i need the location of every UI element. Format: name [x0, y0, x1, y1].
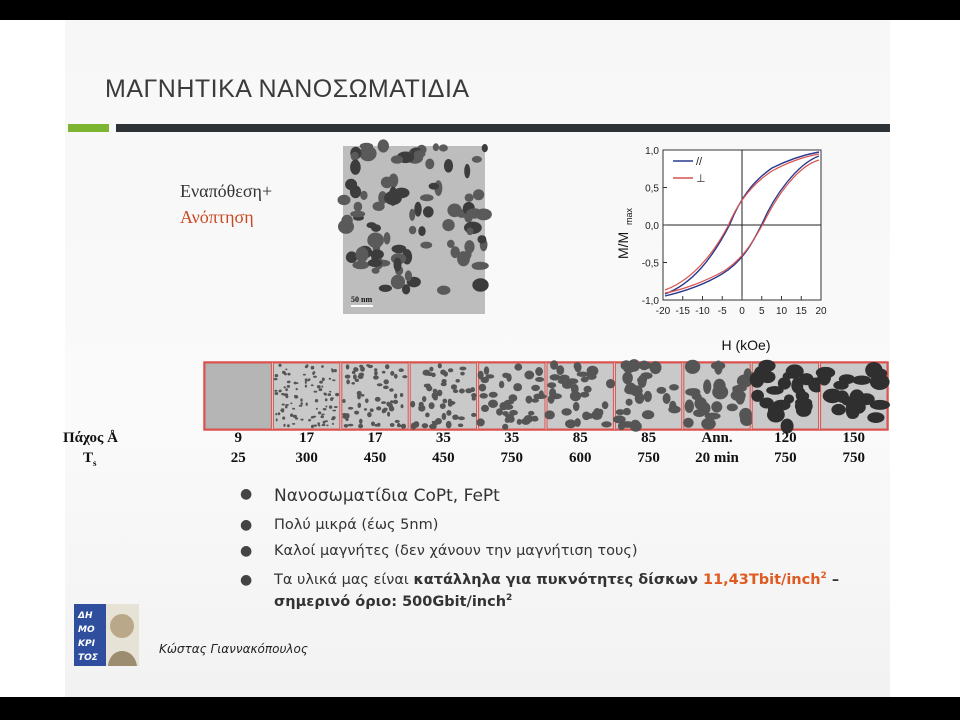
- temperature-value: 750: [842, 450, 866, 466]
- temperature-value: 20 min: [695, 450, 739, 466]
- svg-text:max: max: [624, 207, 634, 225]
- micrograph-cell: [410, 363, 477, 430]
- accent-bar: [68, 124, 109, 132]
- temperature-row-label: $T_s$: [83, 450, 97, 468]
- bullet-item: ● Τα υλικά μας είναι κατάλληλα για πυκνότητες δίσκων 11,43Tbit/inch$^2$ – σημερινό όριο: 500Gbit/inch$^2$: [240, 571, 840, 610]
- x-tick-label: -15: [675, 306, 690, 317]
- y-tick-label: 0,0: [645, 221, 659, 232]
- x-tick-label: 0: [739, 306, 745, 317]
- y-tick-label: -1,0: [641, 296, 659, 307]
- x-tick-label: 5: [758, 306, 765, 317]
- thickness-row-label: Πάχος Å: [63, 430, 118, 446]
- bullet-list: [240, 486, 890, 613]
- deposition-label: [180, 178, 272, 230]
- micrograph-cell: [273, 363, 339, 429]
- y-tick-label: 1,0: [645, 146, 659, 157]
- thickness-value: 85: [572, 430, 588, 446]
- hysteresis-graph: [612, 144, 842, 353]
- svg-text:M/M: M/M: [615, 231, 631, 259]
- thickness-value: 85: [641, 430, 657, 446]
- x-tick-label: 20: [815, 306, 827, 317]
- x-tick-label: -20: [655, 306, 671, 317]
- thickness-value: 35: [504, 430, 520, 446]
- x-tick-label: 10: [775, 306, 788, 317]
- x-tick-label: -5: [717, 306, 727, 317]
- svg-text:ΤΟΣ: ΤΟΣ: [78, 653, 98, 663]
- svg-text:ΚΡΙ: ΚΡΙ: [78, 639, 95, 649]
- micrograph-strip: [204, 362, 888, 430]
- title-divider: [116, 124, 890, 132]
- y-tick-label: -0,5: [641, 258, 659, 270]
- temperature-value: 450: [432, 450, 455, 466]
- micrograph-cell: [683, 360, 753, 430]
- temperature-value: 750: [637, 450, 660, 466]
- legend-perpendicular: ⊥: [696, 173, 706, 185]
- temperature-value: 750: [774, 450, 797, 466]
- micrograph-cell: [750, 360, 825, 434]
- micrograph-cell: [816, 362, 890, 429]
- slide: [0, 20, 960, 697]
- thickness-value: 120: [774, 430, 797, 446]
- bullet-item: ● Πολύ μικρά (έως 5nm): [240, 517, 439, 533]
- scale-bar-label: 50 nm: [351, 295, 373, 304]
- bullet-item: ● Καλοί μαγνήτες (δεν χάνουν την μαγνήτιση τους): [240, 543, 638, 559]
- temperature-value: 450: [363, 450, 387, 466]
- thickness-value: Ann.: [701, 430, 733, 446]
- tem-micrograph: [343, 146, 485, 314]
- deposition-line: Εναπόθεση+: [180, 181, 273, 201]
- thickness-value: 17: [299, 430, 315, 446]
- micrograph-cell: [342, 363, 408, 429]
- thickness-value: 9: [234, 430, 242, 446]
- x-tick-label: 15: [795, 306, 807, 317]
- slide-title: ΜΑΓΝΗΤΙΚΑ ΝΑΝΟΣΩΜΑΤΙΔΙΑ: [105, 75, 470, 103]
- bullet-item: ● Νανοσωματίδια CoPt, FePt: [240, 486, 500, 506]
- micrograph-cell: [613, 359, 682, 432]
- thickness-value: 150: [842, 430, 866, 446]
- temperature-value: 750: [500, 450, 524, 466]
- author-name: Κώστας Γιαννακόπουλος: [159, 642, 308, 656]
- thickness-value: 35: [435, 430, 451, 446]
- micrograph-cell: [476, 363, 546, 430]
- y-tick-label: 0,5: [645, 183, 659, 195]
- temperature-value: 25: [230, 450, 246, 466]
- svg-text:ΜΟ: ΜΟ: [78, 625, 95, 635]
- x-axis-label: H (kOe): [721, 337, 771, 353]
- legend-parallel: //: [696, 156, 703, 168]
- thickness-value: 17: [367, 430, 383, 446]
- micrograph-cell: [545, 360, 616, 429]
- x-tick-label: -10: [695, 306, 710, 317]
- micrograph-cell: [205, 363, 271, 429]
- temperature-value: 300: [295, 450, 318, 466]
- svg-text:ΔΗ: ΔΗ: [78, 611, 93, 621]
- temperature-value: 600: [568, 450, 592, 466]
- demokritos-logo: [74, 604, 139, 666]
- annealing-line: Ανόπτηση: [180, 207, 254, 227]
- y-axis-label: [615, 207, 634, 259]
